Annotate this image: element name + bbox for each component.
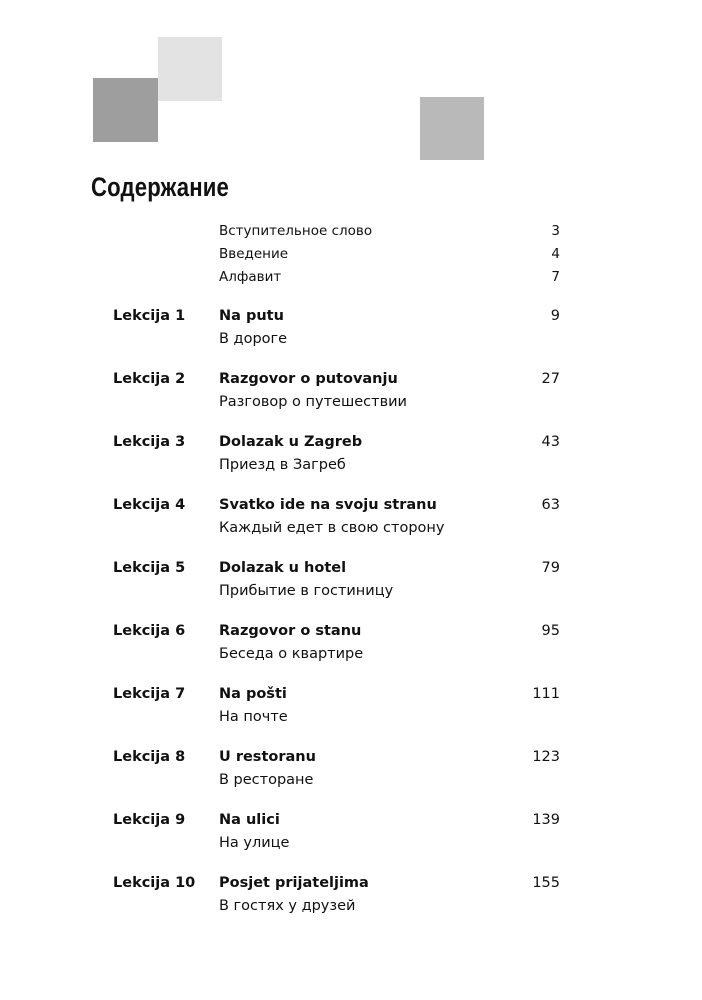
lesson-subtitle: Каждый едет в свою сторону xyxy=(219,520,445,536)
lesson-title: Razgovor o putovanju xyxy=(219,371,398,387)
toc-page-number: 111 xyxy=(532,686,560,702)
lesson-title: Na putu xyxy=(219,308,284,324)
lesson-label: Lekcija 6 xyxy=(113,623,186,639)
toc-page-number: 4 xyxy=(551,246,560,262)
lesson-title: Dolazak u Zagreb xyxy=(219,434,363,450)
lesson-subtitle: В ресторане xyxy=(219,772,314,788)
lesson-label: Lekcija 7 xyxy=(113,686,186,702)
lesson-subtitle: На почте xyxy=(219,709,288,725)
lesson-subtitle: Приезд в Загреб xyxy=(219,457,346,473)
lesson-label: Lekcija 4 xyxy=(113,497,186,513)
toc-intro-text: Вступительное слово xyxy=(219,223,373,239)
toc-page-number: 79 xyxy=(541,560,560,576)
lesson-subtitle: В гостях у друзей xyxy=(219,898,356,914)
toc-page-number: 139 xyxy=(532,812,560,828)
lesson-title: Posjet prijateljima xyxy=(219,875,369,891)
lesson-title: Na pošti xyxy=(219,686,287,702)
toc-intro-text: Алфавит xyxy=(219,269,282,285)
decor-square-medium xyxy=(420,97,484,160)
toc-page-number: 43 xyxy=(541,434,560,450)
toc-page-number: 9 xyxy=(550,308,560,324)
toc-page-number: 95 xyxy=(541,623,560,639)
lesson-title: U restoranu xyxy=(219,749,316,765)
lesson-title: Razgovor o stanu xyxy=(219,623,362,639)
lesson-subtitle: Разговор о путешествии xyxy=(219,394,407,410)
toc-intro-text: Введение xyxy=(219,246,289,262)
toc-page-number: 27 xyxy=(541,371,560,387)
lesson-label: Lekcija 8 xyxy=(113,749,186,765)
lesson-title: Svatko ide na svoju stranu xyxy=(219,497,437,513)
lesson-subtitle: Прибытие в гостиницу xyxy=(219,583,394,599)
toc-page-number: 155 xyxy=(532,875,560,891)
toc-page-number: 123 xyxy=(532,749,560,765)
page-title: Содержание xyxy=(91,172,230,202)
toc-page-number: 3 xyxy=(551,223,560,239)
lesson-subtitle: Беседа о квартире xyxy=(219,646,364,662)
lesson-subtitle: На улице xyxy=(219,835,290,851)
toc-page-number: 7 xyxy=(551,269,560,285)
lesson-label: Lekcija 1 xyxy=(113,308,186,324)
toc-page-number: 63 xyxy=(541,497,560,513)
lesson-label: Lekcija 9 xyxy=(113,812,186,828)
lesson-title: Na ulici xyxy=(219,812,280,828)
lesson-label: Lekcija 10 xyxy=(113,875,196,891)
decor-square-dark xyxy=(93,78,158,142)
lesson-label: Lekcija 3 xyxy=(113,434,186,450)
lesson-label: Lekcija 5 xyxy=(113,560,186,576)
lesson-title: Dolazak u hotel xyxy=(219,560,347,576)
lesson-subtitle: В дороге xyxy=(219,331,288,347)
decor-square-light xyxy=(158,37,222,101)
lesson-label: Lekcija 2 xyxy=(113,371,186,387)
